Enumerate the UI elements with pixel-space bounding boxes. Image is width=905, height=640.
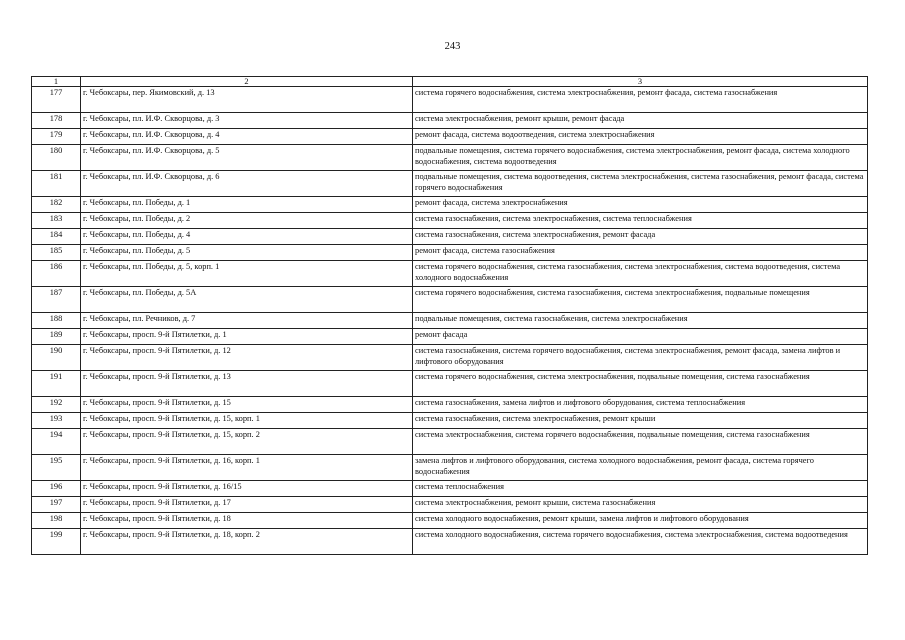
- row-works: система электроснабжения, ремонт крыши, система газоснабжения: [413, 497, 868, 513]
- row-number: 187: [32, 287, 81, 313]
- table-row: [32, 213, 868, 229]
- row-address: г. Чебоксары, пл. Победы, д. 2: [81, 213, 413, 229]
- table-row: [32, 371, 868, 397]
- row-address: г. Чебоксары, пл. Речников, д. 7: [81, 313, 413, 329]
- table-row: [32, 261, 868, 287]
- registry-table: [31, 76, 868, 555]
- row-address: г. Чебоксары, пл. Победы, д. 5: [81, 245, 413, 261]
- row-number: 179: [32, 129, 81, 145]
- row-number: 189: [32, 329, 81, 345]
- row-number: 177: [32, 87, 81, 113]
- row-number: 197: [32, 497, 81, 513]
- column-header-address: 2: [81, 77, 413, 87]
- row-works: система газоснабжения, система электроснабжения, ремонт крыши: [413, 413, 868, 429]
- row-number: 192: [32, 397, 81, 413]
- row-works: замена лифтов и лифтового оборудования, система холодного водоснабжения, ремонт фасада, система горячего водоснабжения: [413, 455, 868, 481]
- row-works: система электроснабжения, система горячего водоснабжения, подвальные помещения, система газоснабжения: [413, 429, 868, 455]
- row-address: г. Чебоксары, пл. Победы, д. 1: [81, 197, 413, 213]
- table-row: [32, 345, 868, 371]
- row-number: 198: [32, 513, 81, 529]
- row-works: подвальные помещения, система водоотведения, система электроснабжения, система газоснабжения, ремонт фасада, система горячего водоснабжения: [413, 171, 868, 197]
- table-row: [32, 513, 868, 529]
- table-row: [32, 429, 868, 455]
- row-address: г. Чебоксары, пл. И.Ф. Скворцова, д. 4: [81, 129, 413, 145]
- row-address: г. Чебоксары, просп. 9-й Пятилетки, д. 12: [81, 345, 413, 371]
- table-row: [32, 245, 868, 261]
- row-number: 181: [32, 171, 81, 197]
- row-address: г. Чебоксары, просп. 9-й Пятилетки, д. 18: [81, 513, 413, 529]
- table-row: [32, 171, 868, 197]
- row-works: система газоснабжения, система электроснабжения, ремонт фасада: [413, 229, 868, 245]
- row-number: 186: [32, 261, 81, 287]
- row-works: подвальные помещения, система газоснабжения, система электроснабжения: [413, 313, 868, 329]
- row-address: г. Чебоксары, просп. 9-й Пятилетки, д. 1: [81, 329, 413, 345]
- row-number: 194: [32, 429, 81, 455]
- row-number: 191: [32, 371, 81, 397]
- row-works: ремонт фасада, система электроснабжения: [413, 197, 868, 213]
- row-number: 188: [32, 313, 81, 329]
- table-row: [32, 413, 868, 429]
- row-address: г. Чебоксары, просп. 9-й Пятилетки, д. 16/15: [81, 481, 413, 497]
- column-header-number: 1: [32, 77, 81, 87]
- row-works: система холодного водоснабжения, система горячего водоснабжения, система электроснабжения, система водоотведения: [413, 529, 868, 555]
- table-row: [32, 129, 868, 145]
- row-number: 182: [32, 197, 81, 213]
- row-works: система электроснабжения, ремонт крыши, ремонт фасада: [413, 113, 868, 129]
- row-address: г. Чебоксары, пл. И.Ф. Скворцова, д. 5: [81, 145, 413, 171]
- table-row: [32, 329, 868, 345]
- row-number: 180: [32, 145, 81, 171]
- row-works: система газоснабжения, система горячего водоснабжения, система электроснабжения, ремонт фасада, замена лифтов и лифтового оборудования: [413, 345, 868, 371]
- row-address: г. Чебоксары, пл. Победы, д. 4: [81, 229, 413, 245]
- page-number: 243: [444, 41, 461, 52]
- column-header-works: 3: [413, 77, 868, 87]
- row-address: г. Чебоксары, просп. 9-й Пятилетки, д. 13: [81, 371, 413, 397]
- row-number: 196: [32, 481, 81, 497]
- table-row: [32, 197, 868, 213]
- table-header-row: [32, 77, 868, 87]
- table-row: [32, 113, 868, 129]
- row-address: г. Чебоксары, просп. 9-й Пятилетки, д. 15, корп. 2: [81, 429, 413, 455]
- row-works: система теплоснабжения: [413, 481, 868, 497]
- table-row: [32, 145, 868, 171]
- row-works: система горячего водоснабжения, система электроснабжения, ремонт фасада, система газоснабжения: [413, 87, 868, 113]
- table-row: [32, 481, 868, 497]
- table-row: [32, 529, 868, 555]
- row-number: 195: [32, 455, 81, 481]
- row-number: 178: [32, 113, 81, 129]
- row-number: 184: [32, 229, 81, 245]
- row-works: система холодного водоснабжения, ремонт крыши, замена лифтов и лифтового оборудования: [413, 513, 868, 529]
- row-address: г. Чебоксары, пер. Якимовский, д. 13: [81, 87, 413, 113]
- row-works: система газоснабжения, система электроснабжения, система теплоснабжения: [413, 213, 868, 229]
- row-number: 193: [32, 413, 81, 429]
- row-works: система горячего водоснабжения, система газоснабжения, система электроснабжения, система водоотведения, система холодного водоснабжения: [413, 261, 868, 287]
- table-row: [32, 287, 868, 313]
- row-number: 185: [32, 245, 81, 261]
- row-address: г. Чебоксары, просп. 9-й Пятилетки, д. 15: [81, 397, 413, 413]
- row-works: система газоснабжения, замена лифтов и лифтового оборудования, система теплоснабжения: [413, 397, 868, 413]
- row-address: г. Чебоксары, просп. 9-й Пятилетки, д. 17: [81, 497, 413, 513]
- table-row: [32, 455, 868, 481]
- row-works: подвальные помещения, система горячего водоснабжения, система электроснабжения, ремонт фасада, система холодного водоснабжения, система водоотведения: [413, 145, 868, 171]
- row-address: г. Чебоксары, пл. Победы, д. 5, корп. 1: [81, 261, 413, 287]
- table-row: [32, 313, 868, 329]
- row-number: 190: [32, 345, 81, 371]
- table-row: [32, 497, 868, 513]
- row-address: г. Чебоксары, просп. 9-й Пятилетки, д. 18, корп. 2: [81, 529, 413, 555]
- row-works: система горячего водоснабжения, система электроснабжения, подвальные помещения, система газоснабжения: [413, 371, 868, 397]
- row-address: г. Чебоксары, пл. И.Ф. Скворцова, д. 6: [81, 171, 413, 197]
- row-address: г. Чебоксары, пл. Победы, д. 5А: [81, 287, 413, 313]
- row-works: ремонт фасада, система водоотведения, система электроснабжения: [413, 129, 868, 145]
- row-works: система горячего водоснабжения, система газоснабжения, система электроснабжения, подвальные помещения: [413, 287, 868, 313]
- table-row: [32, 87, 868, 113]
- table-row: [32, 397, 868, 413]
- row-address: г. Чебоксары, просп. 9-й Пятилетки, д. 16, корп. 1: [81, 455, 413, 481]
- row-number: 199: [32, 529, 81, 555]
- row-address: г. Чебоксары, просп. 9-й Пятилетки, д. 15, корп. 1: [81, 413, 413, 429]
- table-row: [32, 229, 868, 245]
- row-address: г. Чебоксары, пл. И.Ф. Скворцова, д. 3: [81, 113, 413, 129]
- row-works: ремонт фасада, система газоснабжения: [413, 245, 868, 261]
- row-works: ремонт фасада: [413, 329, 868, 345]
- row-number: 183: [32, 213, 81, 229]
